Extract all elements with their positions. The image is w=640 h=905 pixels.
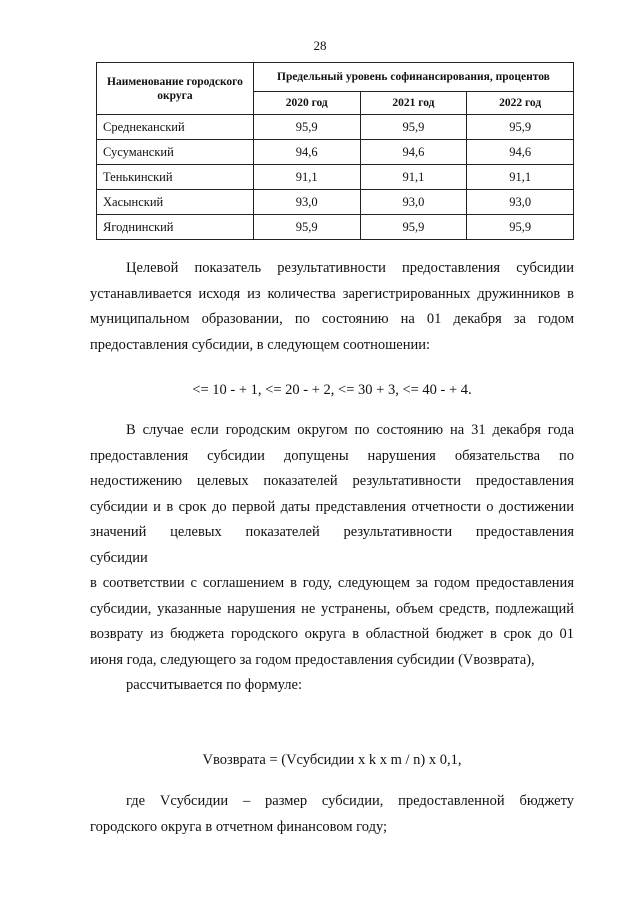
paragraph-subsidy-word: субсидии: [90, 549, 148, 566]
table-header-row: [97, 63, 574, 92]
cofinancing-value: 91,1: [467, 165, 574, 190]
table-row: [97, 215, 574, 240]
ratio-formula: <= 10 - + 1, <= 20 - + 2, <= 30 + 3, <= 40 - + 4.: [192, 382, 472, 398]
paragraph-refund-amount: в соответствии с соглашением в году, следующем за годом предоставления субсидии, указанные нарушения не устранены, объем средств, подлежащий возврату из бюджета городского округа в областной бюджет в срок до 01 июня года, следующего за годом предоставления субсидии (Vвозврата),: [90, 575, 574, 668]
cofinancing-value: 95,9: [467, 215, 574, 240]
cofinancing-value: 94,6: [360, 140, 467, 165]
table-row: [97, 140, 574, 165]
table-row: [97, 190, 574, 215]
table-row: [97, 165, 574, 190]
cofinancing-value: 93,0: [360, 190, 467, 215]
cofinancing-value: 94,6: [467, 140, 574, 165]
performance-indicator-section: [90, 256, 574, 358]
ratio-formula-block: [90, 378, 574, 404]
cofinancing-value: 95,9: [253, 115, 360, 140]
refund-formula: Vвозврата = (Vсубсидии x k x m / n) x 0,1,: [202, 752, 462, 768]
table-row: [97, 115, 574, 140]
paragraph-performance-indicator: Целевой показатель результативности предоставления субсидии устанавливается исходя из количества зарегистрированных дружинников в муниципальном образовании, по состоянию на 01 декабря за годом предоставления субсидии, в следующем соотношении:: [90, 260, 574, 353]
cofinancing-value: 94,6: [253, 140, 360, 165]
cofinancing-value: 95,9: [253, 215, 360, 240]
cofinancing-value: 91,1: [360, 165, 467, 190]
cofinancing-value: 93,0: [253, 190, 360, 215]
cofinancing-value: 91,1: [253, 165, 360, 190]
district-name: Тенькинский: [97, 165, 254, 190]
cofinancing-table: [96, 62, 574, 240]
page-number: 28: [313, 38, 327, 53]
cofinancing-value: 95,9: [360, 115, 467, 140]
column-header-year: 2022 год: [467, 92, 574, 115]
cofinancing-value: 95,9: [467, 115, 574, 140]
district-name: Сусуманский: [97, 140, 254, 165]
paragraph-violation-condition: В случае если городским округом по состоянию на 31 декабря года предоставления субсидии допущены нарушения обязательства по недостижению целевых показателей результативности предоставления субсидии и в срок до первой даты представления отчетности о достижении значений целевых показателей результативности предоставления: [90, 422, 574, 540]
district-name: Ягоднинский: [97, 215, 254, 240]
cofinancing-value: 93,0: [467, 190, 574, 215]
district-name: Среднеканский: [97, 115, 254, 140]
refund-section: [90, 418, 574, 699]
paragraph-calculated-by-formula: рассчитывается по формуле:: [126, 677, 302, 693]
column-header-year: 2020 год: [253, 92, 360, 115]
column-header-year: 2021 год: [360, 92, 467, 115]
paragraph-subsidy-definition: где Vсубсидии – размер субсидии, предоставленной бюджету городского округа в отчетном финансовом году;: [90, 793, 574, 835]
district-name: Хасынский: [97, 190, 254, 215]
cofinancing-value: 95,9: [360, 215, 467, 240]
column-header-district: Наименование городского округа: [97, 63, 254, 115]
definition-section: [90, 789, 574, 840]
column-header-cofinancing-level: Предельный уровень софинансирования, процентов: [253, 63, 573, 92]
refund-formula-block: [90, 748, 574, 774]
